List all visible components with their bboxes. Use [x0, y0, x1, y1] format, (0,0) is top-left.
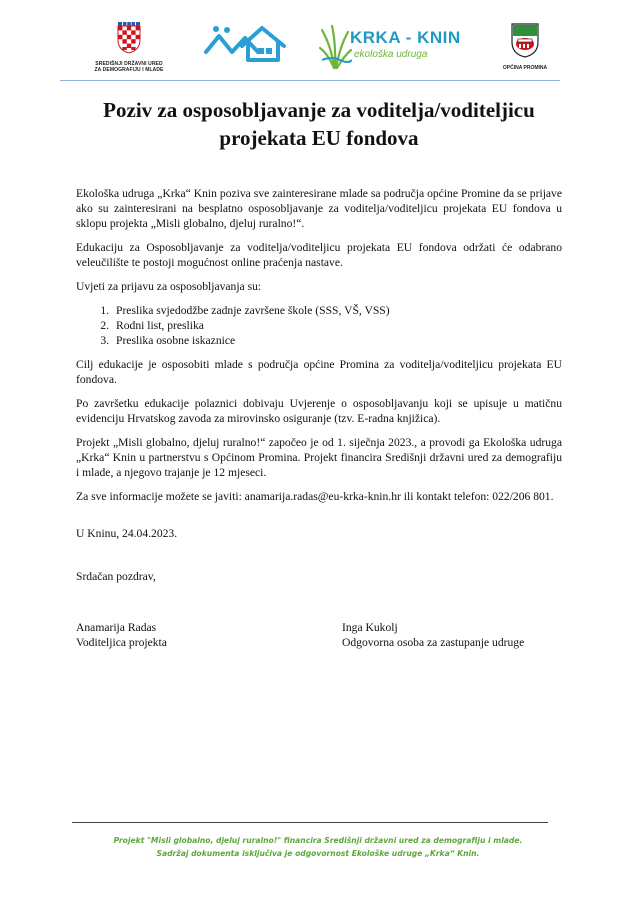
conditions-list — [76, 303, 562, 348]
paragraph-contact: Za sve informacije možete se javiti: anamarija.radas@eu-krka-knin.hr ili kontakt telefon: 022/206 801. — [76, 490, 554, 503]
logo-caption-line: OPĆINA PROMINA — [502, 65, 548, 71]
list-item: 2. Rodni list, preslika — [112, 318, 562, 333]
footer-divider — [72, 822, 548, 823]
greeting: Srdačan pozdrav, — [76, 570, 156, 583]
document-title: Poziv za osposobljavanje za voditelja/voditeljicu projekata EU fondova — [103, 98, 535, 150]
signature-block — [76, 620, 562, 652]
signatory-name: Inga Kukolj — [342, 621, 398, 634]
signatory-role: Voditeljica projekta — [76, 636, 167, 649]
footer-line: Projekt "Misli globalno, djeluj ruralno!" financira Središnji državni ured za demografiju i mlade. — [113, 836, 523, 845]
place-date: U Kninu, 24.04.2023. — [76, 527, 178, 540]
krka-knin-logo — [318, 24, 468, 70]
footer-line: Sadržaj dokumenta isključiva je odgovornost Ekološke udruge „Krka“ Knin. — [156, 849, 480, 858]
signature-right — [342, 620, 524, 650]
house-people-logo — [202, 24, 288, 69]
footer-note — [0, 834, 636, 860]
paragraph-certificate: Po završetku edukacije polaznici dobivaju Uvjerenje o osposobljavanju koji se upisuje u matičnu evidenciju Hrvatskog zavoda za mirovinsko osiguranje (tzv. E-radna knjižica). — [76, 397, 562, 425]
paragraph-education: Edukaciju za Osposobljavanje za voditelja/voditeljicu projekata EU fondova održati će odabrano veleučilište te postoji mogućnost online praćenja nastave. — [76, 241, 562, 269]
letterhead — [0, 0, 636, 82]
logo-caption-line: ZA DEMOGRAFIJU I MLADE — [94, 67, 164, 73]
signature-left — [76, 620, 167, 650]
reed-grass-icon — [318, 24, 352, 70]
krka-logo-subtitle: ekološka udruga — [354, 49, 428, 60]
paragraph-goal: Cilj edukacije je osposobiti mlade s područja općine Promina za voditelja/voditeljicu projekata EU fondova. — [76, 358, 562, 386]
logo-caption-line: SREDIŠNJI DRŽAVNI URED — [95, 61, 163, 67]
list-item: 1. Preslika svjedodžbe zadnje završene škole (SSS, VŠ, VSS) — [112, 303, 562, 318]
krka-logo-title: KRKA - KNIN — [350, 28, 461, 47]
document-text — [76, 186, 562, 652]
croatia-coat-of-arms-logo — [92, 22, 166, 73]
signatory-role: Odgovorna osoba za zastupanje udruge — [342, 636, 525, 649]
header-divider — [60, 80, 560, 81]
croatia-coat-of-arms-icon — [116, 22, 142, 54]
paragraph-conditions-intro: Uvjeti za prijavu za osposobljavanja su: — [76, 280, 262, 293]
paragraph-intro: Ekološka udruga „Krka“ Knin poziva sve zainteresirane mlade sa područja općine Promine da se prijave ako su zainteresirani na besplatno osposobljavanje za voditelja/voditeljicu projekata EU fondova u sklopu projekta „Misli globalno, djeluj ruralno!“. — [76, 187, 562, 230]
paragraph-project: Projekt „Misli globalno, djeluj ruralno!“ započeo je od 1. siječnja 2023., a provodi ga Ekološka udruga „Krka“ Knin u partnerstvu s Općinom Promina. Projekt financira Središnji državni ured za demografiju i mlade, a njegovo trajanje je 12 mjeseci. — [76, 436, 562, 479]
signatory-name: Anamarija Radas — [76, 621, 157, 634]
list-item: 3. Preslika osobne iskaznice — [112, 333, 562, 348]
promina-coat-of-arms-icon — [510, 22, 540, 58]
house-people-icon — [202, 24, 288, 64]
document-body — [76, 96, 562, 652]
opcina-promina-logo — [494, 22, 556, 71]
